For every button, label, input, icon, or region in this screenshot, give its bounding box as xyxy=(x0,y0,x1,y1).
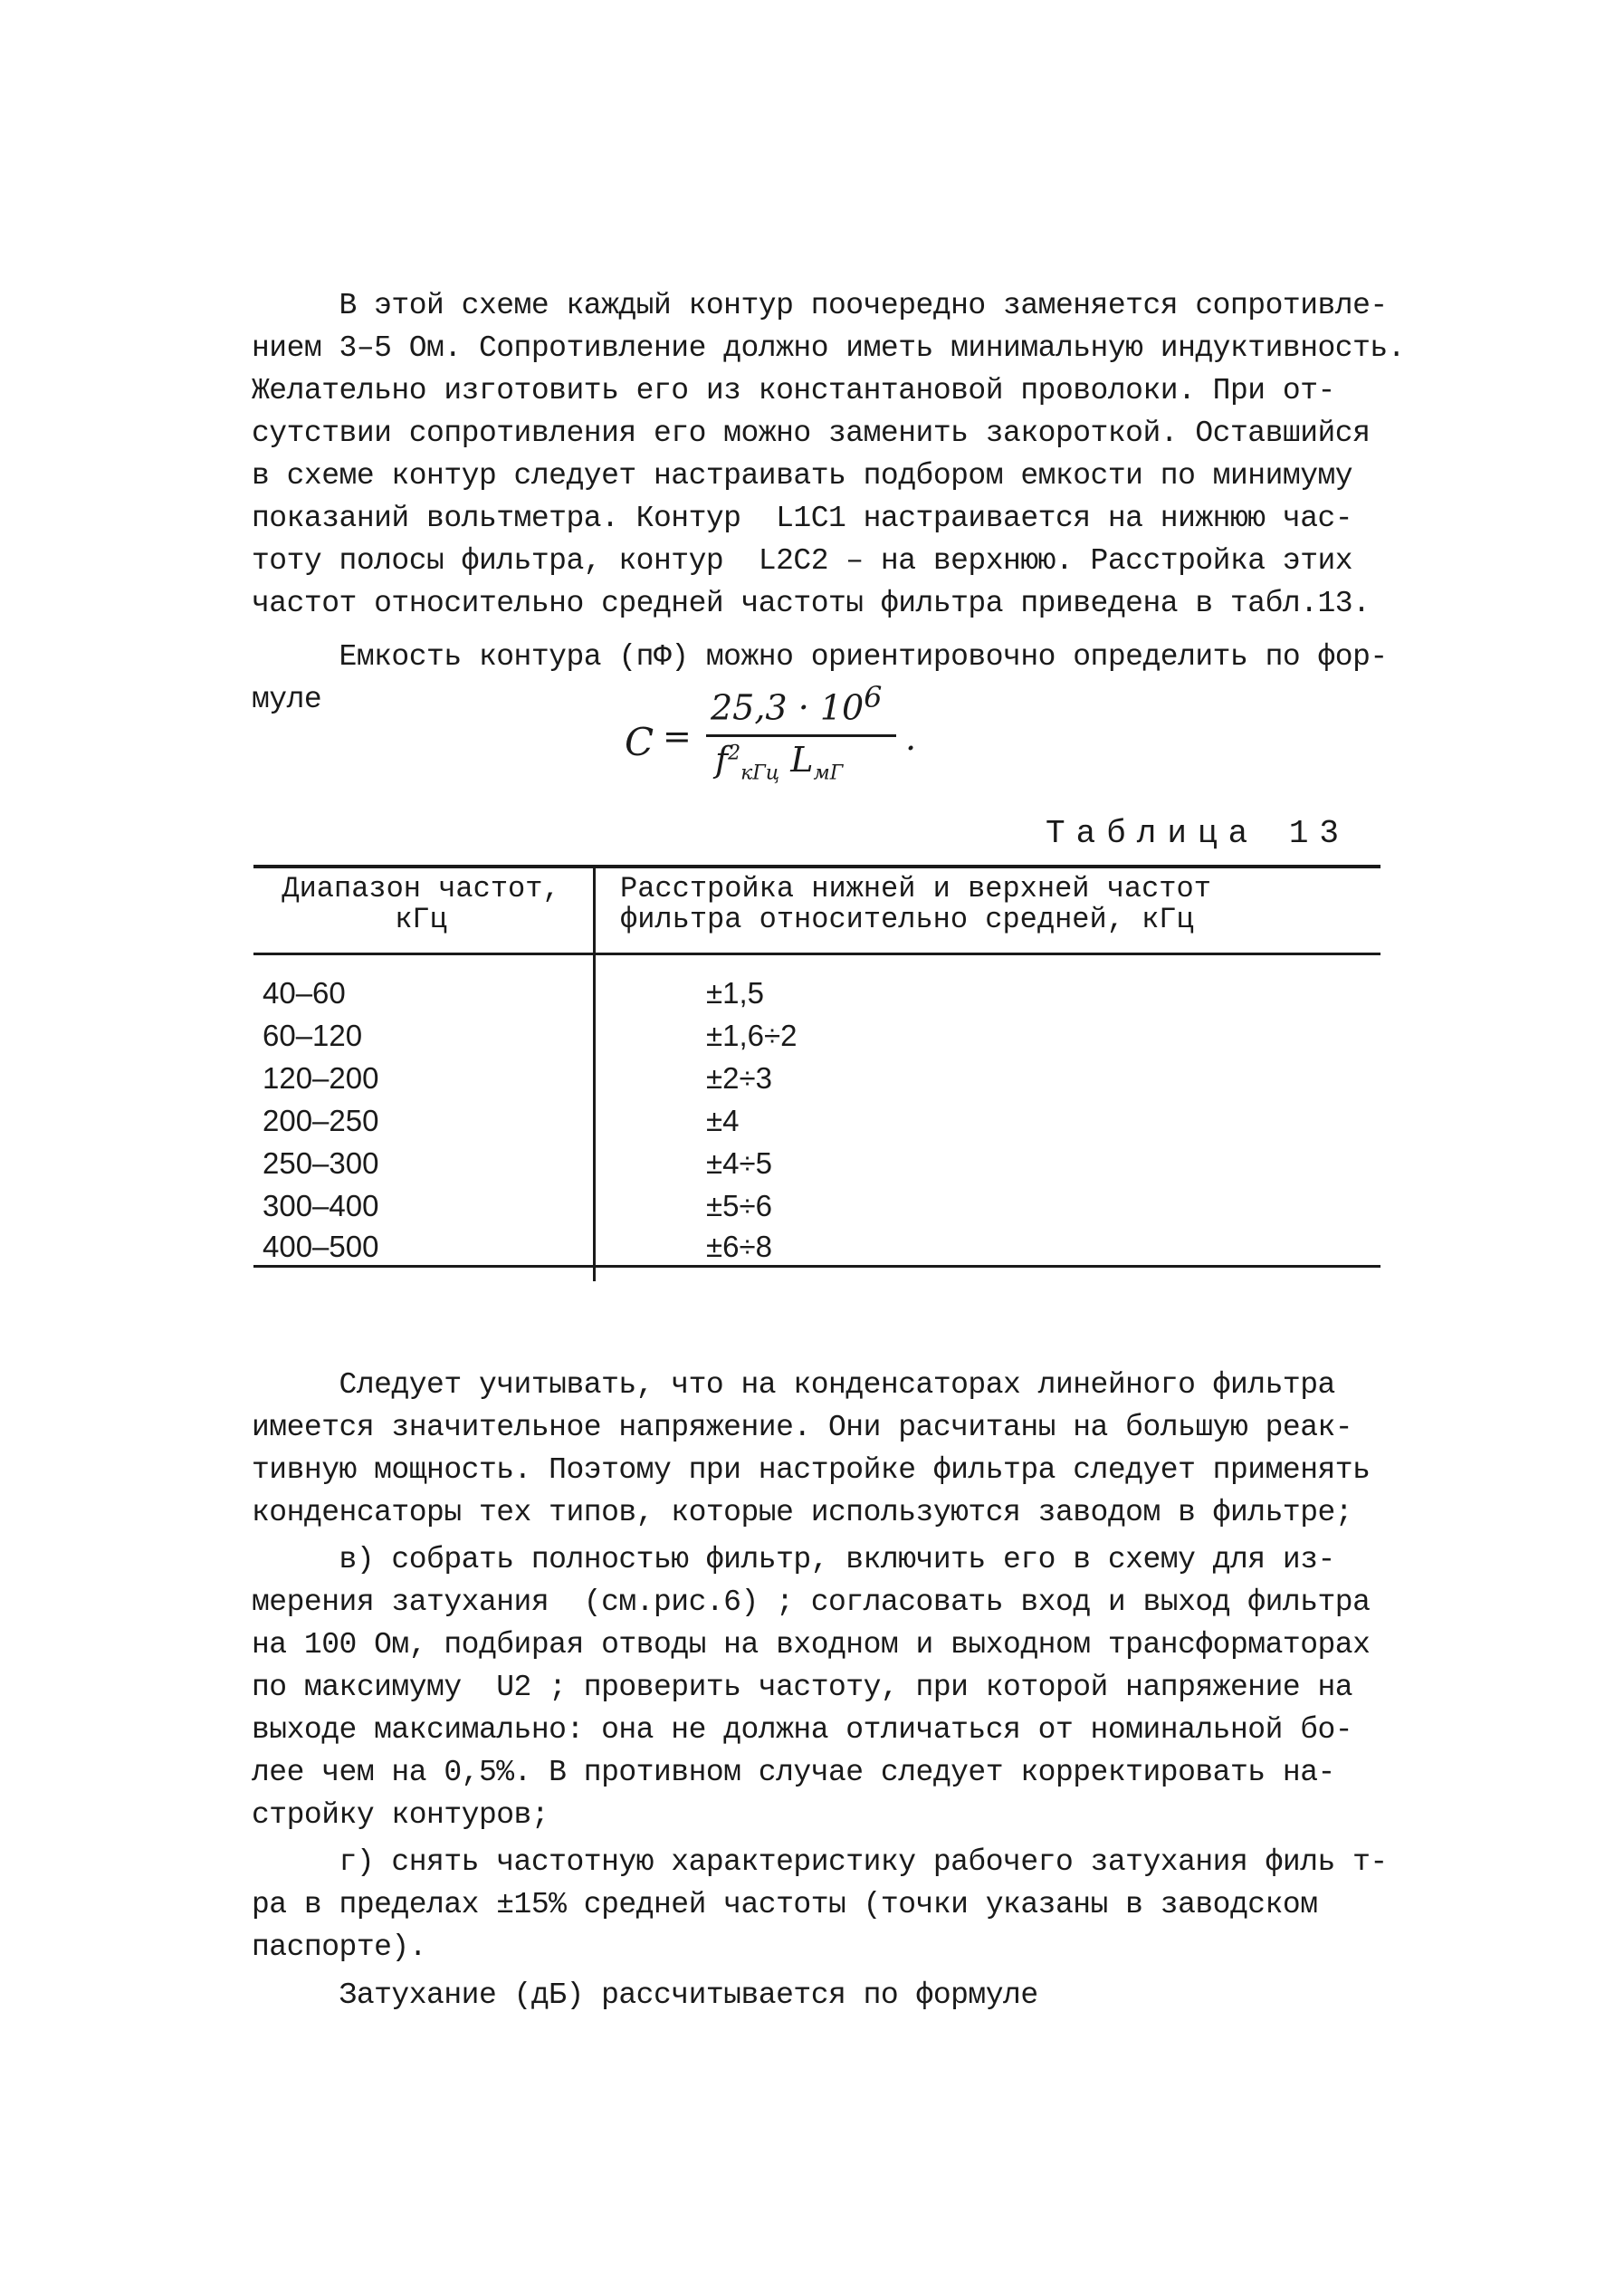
table-caption: Таблица 13 xyxy=(1046,815,1351,852)
table-cell-range: 200–250 xyxy=(263,1104,379,1137)
text-line: выходе максимально: она не должна отличаться от номинальной бо- xyxy=(252,1713,1353,1747)
text-line: В этой схеме каждый контур поочередно заменяется сопротивле- xyxy=(252,289,1388,322)
table-cell-value: ±2÷3 xyxy=(706,1061,772,1095)
text-line: частот относительно средней частоты фильтра приведена в табл.13. xyxy=(252,587,1371,620)
table-rule-header xyxy=(253,953,1380,955)
text-line: имеется значительное напряжение. Они расчитаны на большую реак- xyxy=(252,1411,1353,1444)
table-rule-bottom xyxy=(253,1265,1380,1268)
formula-den-f-sup: 2 xyxy=(728,742,741,765)
table-cell-value: ±1,6÷2 xyxy=(706,1019,798,1052)
table-cell-value: ±6÷8 xyxy=(706,1230,772,1263)
text-line: тоту полосы фильтра, контур L2С2 – на верхнюю. Расстройка этих xyxy=(252,544,1353,578)
table-cell-value: ±4÷5 xyxy=(706,1146,772,1180)
table-header-range: Диапазон частот, кГц xyxy=(282,872,560,936)
table-cell-value: ±1,5 xyxy=(706,976,764,1010)
fraction-bar xyxy=(706,734,896,737)
text-line: Следует учитывать, что на конденсаторах линейного фильтра xyxy=(252,1368,1335,1402)
text-line: Емкость контура (пФ) можно ориентировочно определить по фор- xyxy=(252,640,1388,674)
capacitance-formula xyxy=(616,675,941,810)
formula-numerator xyxy=(711,682,882,728)
formula-dot: . xyxy=(905,718,917,758)
table-cell-range: 250–300 xyxy=(263,1146,379,1180)
text-line: стройку контуров; xyxy=(252,1798,549,1832)
text-line: Затухание (дБ) рассчитывается по формуле xyxy=(252,1978,1038,2012)
formula-denominator xyxy=(715,740,843,785)
table-cell-range: 40–60 xyxy=(263,976,346,1010)
text-line: в) собрать полностью фильтр, включить его в схему для из- xyxy=(252,1543,1335,1576)
text-line: паспорте). xyxy=(252,1930,427,1964)
table-cell-range: 300–400 xyxy=(263,1189,379,1222)
table-cell-value: ±4 xyxy=(706,1104,740,1137)
text-line: по максимуму U2 ; проверить частоту, при которой напряжение на xyxy=(252,1671,1353,1704)
text-line: лее чем на 0,5%. В противном случае следует корректировать на- xyxy=(252,1756,1335,1789)
text-line: муле xyxy=(252,683,322,716)
text-line: Желательно изготовить его из константановой проволоки. При от- xyxy=(252,374,1335,407)
table-cell-range: 120–200 xyxy=(263,1061,379,1095)
formula-numerator-exp: 6 xyxy=(864,682,883,714)
formula-den-l: L xyxy=(790,740,814,780)
text-line: г) снять частотную характеристику рабочего затухания филь т- xyxy=(252,1845,1388,1879)
text-line: на 100 Ом, подбирая отводы на входном и выходном трансформаторах xyxy=(252,1628,1371,1662)
formula-equals: = xyxy=(663,716,692,756)
table-column-divider xyxy=(593,865,596,1281)
formula-numerator-base: 25,3 · 10 xyxy=(711,687,865,728)
table-rule-top xyxy=(253,865,1380,868)
formula-den-f: f xyxy=(715,740,729,780)
text-line: мерения затухания (см.рис.6) ; согласовать вход и выход фильтра xyxy=(252,1585,1371,1619)
detuning-table xyxy=(253,865,1380,1281)
text-line: ра в пределах ±15% средней частоты (точки указаны в заводском xyxy=(252,1888,1318,1921)
text-line: показаний вольтметра. Контур L1С1 настраивается на нижнюю час- xyxy=(252,502,1353,535)
text-line: сутствии сопротивления его можно заменить закороткой. Оставшийся xyxy=(252,417,1371,450)
table-cell-range: 60–120 xyxy=(263,1019,363,1052)
table-header-detuning: Расстройка нижней и верхней частот фильтра относительно средней, кГц xyxy=(620,872,1211,936)
formula-den-f-sub: кГц xyxy=(740,762,780,785)
formula-den-l-sub: мГ xyxy=(813,762,844,785)
text-line: тивную мощность. Поэтому при настройке фильтра следует применять xyxy=(252,1453,1371,1487)
text-line: в схеме контур следует настраивать подбором емкости по минимуму xyxy=(252,459,1353,493)
text-line: нием 3–5 Ом. Сопротивление должно иметь минимальную индуктивность. xyxy=(252,331,1406,365)
formula-lhs: C xyxy=(625,720,654,764)
text-line: конденсаторы тех типов, которые используются заводом в фильтре; xyxy=(252,1496,1353,1529)
table-cell-value: ±5÷6 xyxy=(706,1189,772,1222)
table-cell-range: 400–500 xyxy=(263,1230,379,1263)
